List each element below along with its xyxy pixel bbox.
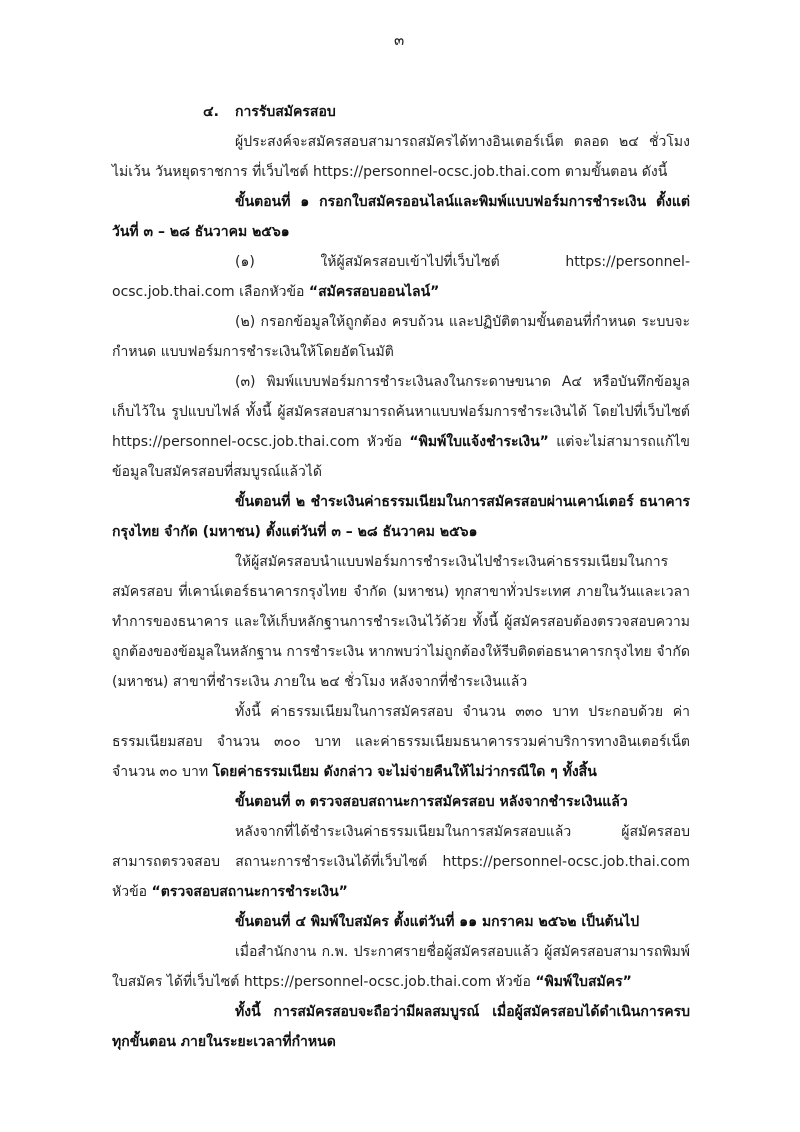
text: ให้ผู้สมัครสอบนำแบบฟอร์มการชำระเงินไปชำระเงินค่าธรรมเนียมในการสมัครสอบ (112, 554, 669, 600)
step-2-paragraph (112, 547, 690, 697)
paragraph-intro (112, 127, 690, 187)
step-3-heading (112, 787, 690, 817)
page-number: ๓ (394, 31, 405, 49)
text: แบบฟอร์มการชำระเงินให้โดยอัตโนมัติ (160, 344, 394, 360)
step-4-paragraph (112, 937, 690, 997)
text: ขั้นตอนที่ ๑ กรอกใบสมัครออนไลน์และพิมพ์แบบฟอร์มการชำระเงิน ตั้งแต่วันที่ (112, 194, 690, 240)
text: รูปแบบไฟล์ ทั้งนี้ ผู้สมัครสอบสามารถค้นหาแบบฟอร์มการชำระเงินได้ โดยไปที่เว็บไซต์ https://personnel- (112, 404, 690, 450)
text: หลังจากที่ได้ชำระเงินค่าธรรมเนียมในการสมัครสอบแล้ว ผู้สมัครสอบสามารถตรวจสอบ (112, 824, 690, 870)
text: ภายในระยะเวลาที่กำหนด (180, 1034, 336, 1050)
section-heading (112, 97, 690, 127)
text: ที่เคาน์เตอร์ธนาคารกรุงไทย จำกัด (มหาชน) ทุกสาขาทั่วประเทศ ภายในวันและเวลาทำการของธนาคาร (112, 584, 690, 630)
text: ocsc.job.thai.com หัวข้อ (236, 434, 410, 450)
text: ขั้นตอนที่ ๓ ตรวจสอบสถานะการสมัครสอบ หลังจากชำระเงินแล้ว (235, 794, 628, 810)
text-bold: ดังกล่าว จะไม่จ่ายคืนให้ไม่ว่ากรณีใด ๆ ทั้งสิ้น (323, 764, 597, 780)
text: เมื่อสำนักงาน ก.พ. ประกาศรายชื่อผู้สมัครสอบแล้ว ผู้สมัครสอบสามารถพิมพ์ใบสมัคร (112, 944, 690, 990)
step-1-heading (112, 187, 690, 247)
text: สถานะการชำระเงินได้ที่เว็บไซต์ https://personnel-ocsc.job.thai.com หัวข้อ (112, 854, 690, 900)
step-1-item-3 (112, 367, 690, 487)
text: ทั้งนี้ การสมัครสอบจะถือว่ามีผลสมบูรณ์ เมื่อผู้สมัครสอบได้ดำเนินการครบทุกขั้นตอน (112, 1004, 690, 1050)
step-4-heading (112, 907, 690, 937)
text: หลังจากที่ชำระเงินแล้ว (389, 674, 528, 690)
step-1-dates: ๓ – ๒๘ ธันวาคม ๒๕๖๑ (143, 224, 290, 240)
text: วันหยุดราชการ ที่เว็บไซต์ https://personnel-ocsc.job.thai.com ตามขั้นตอน ดังนี้ (154, 164, 668, 180)
text-bold: “สมัครสอบออนไลน์” (308, 284, 440, 300)
closing-paragraph (112, 997, 690, 1057)
text-bold: “ตรวจสอบสถานะการชำระเงิน” (151, 884, 348, 900)
text: จำนวน ๓๐๐ บาท และค่าธรรมเนียมธนาคารรวมค่าบริการทางอินเตอร์เน็ต จำนวน ๓๐ บาท (112, 734, 690, 780)
text: ผู้ประสงค์จะสมัครสอบสามารถสมัครได้ทางอินเตอร์เน็ต ตลอด ๒๔ ชั่วโมง ไม่เว้น (112, 134, 690, 180)
text: แต่จะไม่สามารถแก้ไขข้อมูลใบสมัครสอบที่สมบูรณ์แล้วได้ (112, 434, 690, 480)
step-3-paragraph (112, 817, 690, 907)
text: (๒) กรอกข้อมูลให้ถูกต้อง ครบถ้วน และปฏิบัติตามขั้นตอนที่กำหนด ระบบจะกำหนด (112, 314, 690, 360)
step-2-heading (112, 487, 690, 547)
text-bold: “พิมพ์ใบสมัคร” (535, 974, 632, 990)
section-number: ๔. (203, 104, 219, 120)
fee-paragraph (112, 697, 690, 787)
text: (๑) ให้ผู้สมัครสอบเข้าไปที่เว็บไซต์ https://personnel-ocsc.job.thai.com เลือกหัวข้อ (112, 254, 690, 300)
text: และให้เก็บหลักฐานการชำระเงินไว้ด้วย ทั้งนี้ ผู้สมัครสอบต้องตรวจสอบความถูกต้องของข้อมูลในหลักฐาน (112, 614, 690, 660)
step-1-item-1 (112, 247, 690, 307)
step-1-item-2 (112, 307, 690, 367)
text: ขั้นตอนที่ ๒ ชำระเงินค่าธรรมเนียมในการสมัครสอบผ่านเคาน์เตอร์ (235, 494, 634, 510)
text: การชำระเงิน หากพบว่าไม่ถูกต้องให้รีบติดต่อธนาคารกรุงไทย จำกัด (มหาชน) สาขาที่ชำระเงิน ภายใน ๒๔ ชั่วโมง (112, 644, 690, 690)
text-bold: “พิมพ์ใบแจ้งชำระเงิน” (409, 434, 549, 450)
step-2-heading-cont: ธนาคารกรุงไทย จำกัด (มหาชน) ตั้งแต่วันที่ ๓ – ๒๘ ธันวาคม ๒๕๖๑ (112, 494, 690, 540)
text-bold: โดยค่าธรรมเนียม (212, 764, 320, 780)
document-body (112, 97, 690, 1057)
text: ทั้งนี้ ค่าธรรมเนียมในการสมัครสอบ จำนวน ๓๓๐ บาท ประกอบด้วย ค่าธรรมเนียมสอบ (112, 704, 690, 750)
text: (๓) พิมพ์แบบฟอร์มการชำระเงินลงในกระดาษขนาด A๔ หรือบันทึกข้อมูลเก็บไว้ใน (112, 374, 690, 420)
section-title: การรับสมัครสอบ (235, 104, 336, 120)
text: ได้ที่เว็บไซต์ https://personnel-ocsc.job.thai.com หัวข้อ (166, 974, 536, 990)
text: ขั้นตอนที่ ๔ พิมพ์ใบสมัคร ตั้งแต่วันที่ ๑๑ มกราคม ๒๕๖๒ เป็นต้นไป (235, 914, 640, 930)
